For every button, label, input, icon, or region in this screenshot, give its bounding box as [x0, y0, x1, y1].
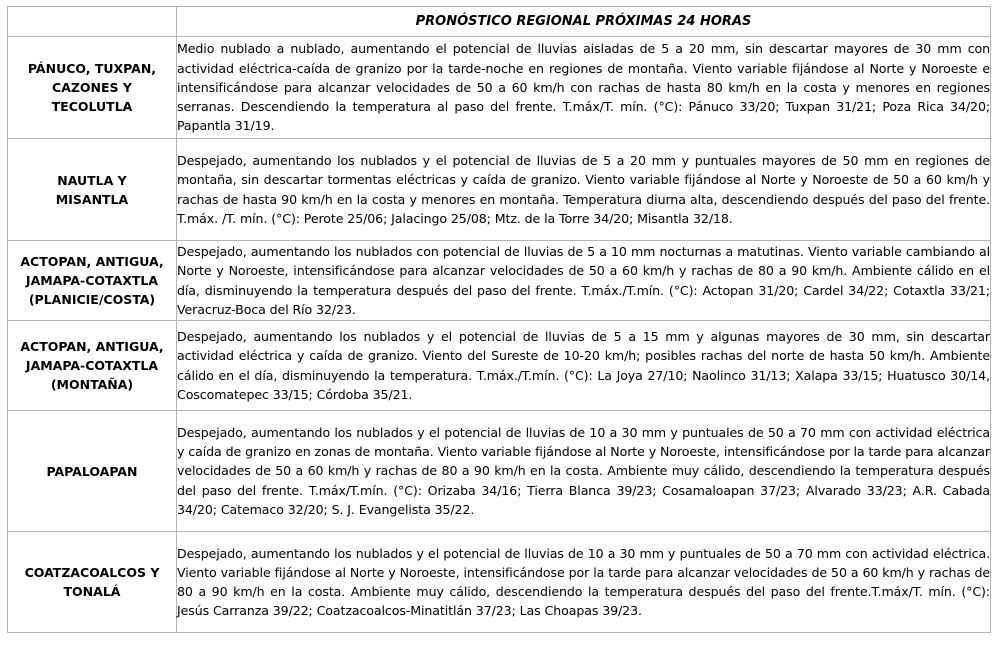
- forecast-text: Medio nublado a nublado, aumentando el potencial de lluvias aisladas de 5 a 20 mm, sin descartar mayores de 30 mm con actividad eléctrica-caída de granizo por la tarde-noche en regiones de montaña. Viento variable fijándose al Norte y Noroeste e intensificándose para alcanzar velocidades de 50 a 60 km/h con rachas de hasta 80 km/h en la costa y menores en regiones serranas. Descendiendo la temperatura al paso del frente. T.máx/T. mín. (°C): Pánuco 33/20; Tuxpan 31/21; Poza Rica 34/20; Papantla 31/19.: [177, 37, 991, 139]
- region-name: [8, 241, 177, 321]
- regional-forecast-table: [7, 6, 991, 633]
- region-label: NAUTLA Y MISANTLA: [55, 172, 129, 207]
- forecast-text: Despejado, aumentando los nublados y el potencial de lluvias de 5 a 15 mm y algunas mayores de 30 mm, sin descartar actividad eléctrica y caída de granizo. Viento del Sureste de 10-20 km/h; posibles rachas del norte de hasta 50 km/h. Ambiente cálido en el día, disminuyendo la temperatura. T.máx./T.mín. (°C): La Joya 27/10; Naolinco 31/13; Xalapa 33/15; Huatusco 30/14, Coscomatepec 33/15; Córdoba 35/21.: [177, 321, 991, 411]
- table-title: PRONÓSTICO REGIONAL PRÓXIMAS 24 HORAS: [177, 7, 991, 37]
- region-name: [8, 37, 177, 139]
- table-row: [8, 321, 991, 411]
- region-label: COATZACOALCOS Y TONALÁ: [24, 565, 160, 599]
- region-label: PAPALOAPAN: [46, 463, 138, 479]
- table-row: [8, 532, 991, 633]
- table-row: [8, 241, 991, 321]
- table-header-row: [8, 7, 991, 37]
- forecast-text: Despejado, aumentando los nublados y el potencial de lluvias de 10 a 30 mm y puntuales de 50 a 70 mm con actividad eléctrica y caída de granizo en zonas de montaña. Viento variable fijándose al Norte y Noroeste, intensificándose por la tarde para alcanzar velocidades de 50 a 60 km/h y rachas de 80 a 90 km/h en la costa. Ambiente muy cálido, descendiendo la temperatura después del paso del frente. T.máx/T.mín. (°C): Orizaba 34/16; Tierra Blanca 39/23; Cosamaloapan 37/23; Alvarado 33/23; A.R. Cabada 34/20; Catemaco 32/20; S. J. Evangelista 35/22.: [177, 411, 991, 532]
- table-row: [8, 37, 991, 139]
- region-name: [8, 411, 177, 532]
- region-name: [8, 321, 177, 411]
- region-name: [8, 139, 177, 241]
- header-blank-cell: [8, 7, 177, 37]
- region-label: PÁNUCO, TUXPAN, CAZONES Y TECOLUTLA: [27, 61, 157, 114]
- forecast-text: Despejado, aumentando los nublados y el potencial de lluvias de 5 a 20 mm y puntuales mayores de 50 mm en regiones de montaña, sin descartar tormentas eléctricas y caída de granizo. Viento variable fijándose al Norte y Noroeste de 50 a 60 km/h y rachas de hasta 90 km/h en la costa y menores en montaña. Temperatura diurna alta, descendiendo después del paso del frente. T.máx. /T. mín. (°C): Perote 25/06; Jalacingo 25/08; Mtz. de la Torre 34/20; Misantla 32/18.: [177, 139, 991, 241]
- region-name: [8, 532, 177, 633]
- table-row: [8, 139, 991, 241]
- region-label: ACTOPAN, ANTIGUA, JAMAPA-COTAXTLA (MONTAÑA): [20, 339, 164, 392]
- region-label: ACTOPAN, ANTIGUA, JAMAPA-COTAXTLA (PLANICIE/COSTA): [20, 254, 164, 307]
- forecast-text: Despejado, aumentando los nublados y el potencial de lluvias de 10 a 30 mm y puntuales de 50 a 70 mm con actividad eléctrica. Viento variable fijándose al Norte y Noroeste, intensificándose por la tarde para alcanzar velocidades de 50 a 60 km/h y rachas de 80 a 90 km/h en la costa. Ambiente muy cálido, descendiendo la temperatura después del paso del frente.T.máx/T. mín. (°C): Jesús Carranza 39/22; Coatzacoalcos-Minatitlán 37/23; Las Choapas 39/23.: [177, 532, 991, 633]
- table-row: [8, 411, 991, 532]
- forecast-text: Despejado, aumentando los nublados con potencial de lluvias de 5 a 10 mm nocturnas a matutinas. Viento variable cambiando al Norte y Noroeste, intensificándose para alcanzar velocidades de 50 a 60 km/h y rachas de 80 a 90 km/h. Ambiente cálido en el día, disminuyendo la temperatura después del paso del frente. T.máx./T.mín. (°C): Actopan 31/20; Cardel 34/22; Cotaxtla 33/21; Veracruz-Boca del Río 32/23.: [177, 241, 991, 321]
